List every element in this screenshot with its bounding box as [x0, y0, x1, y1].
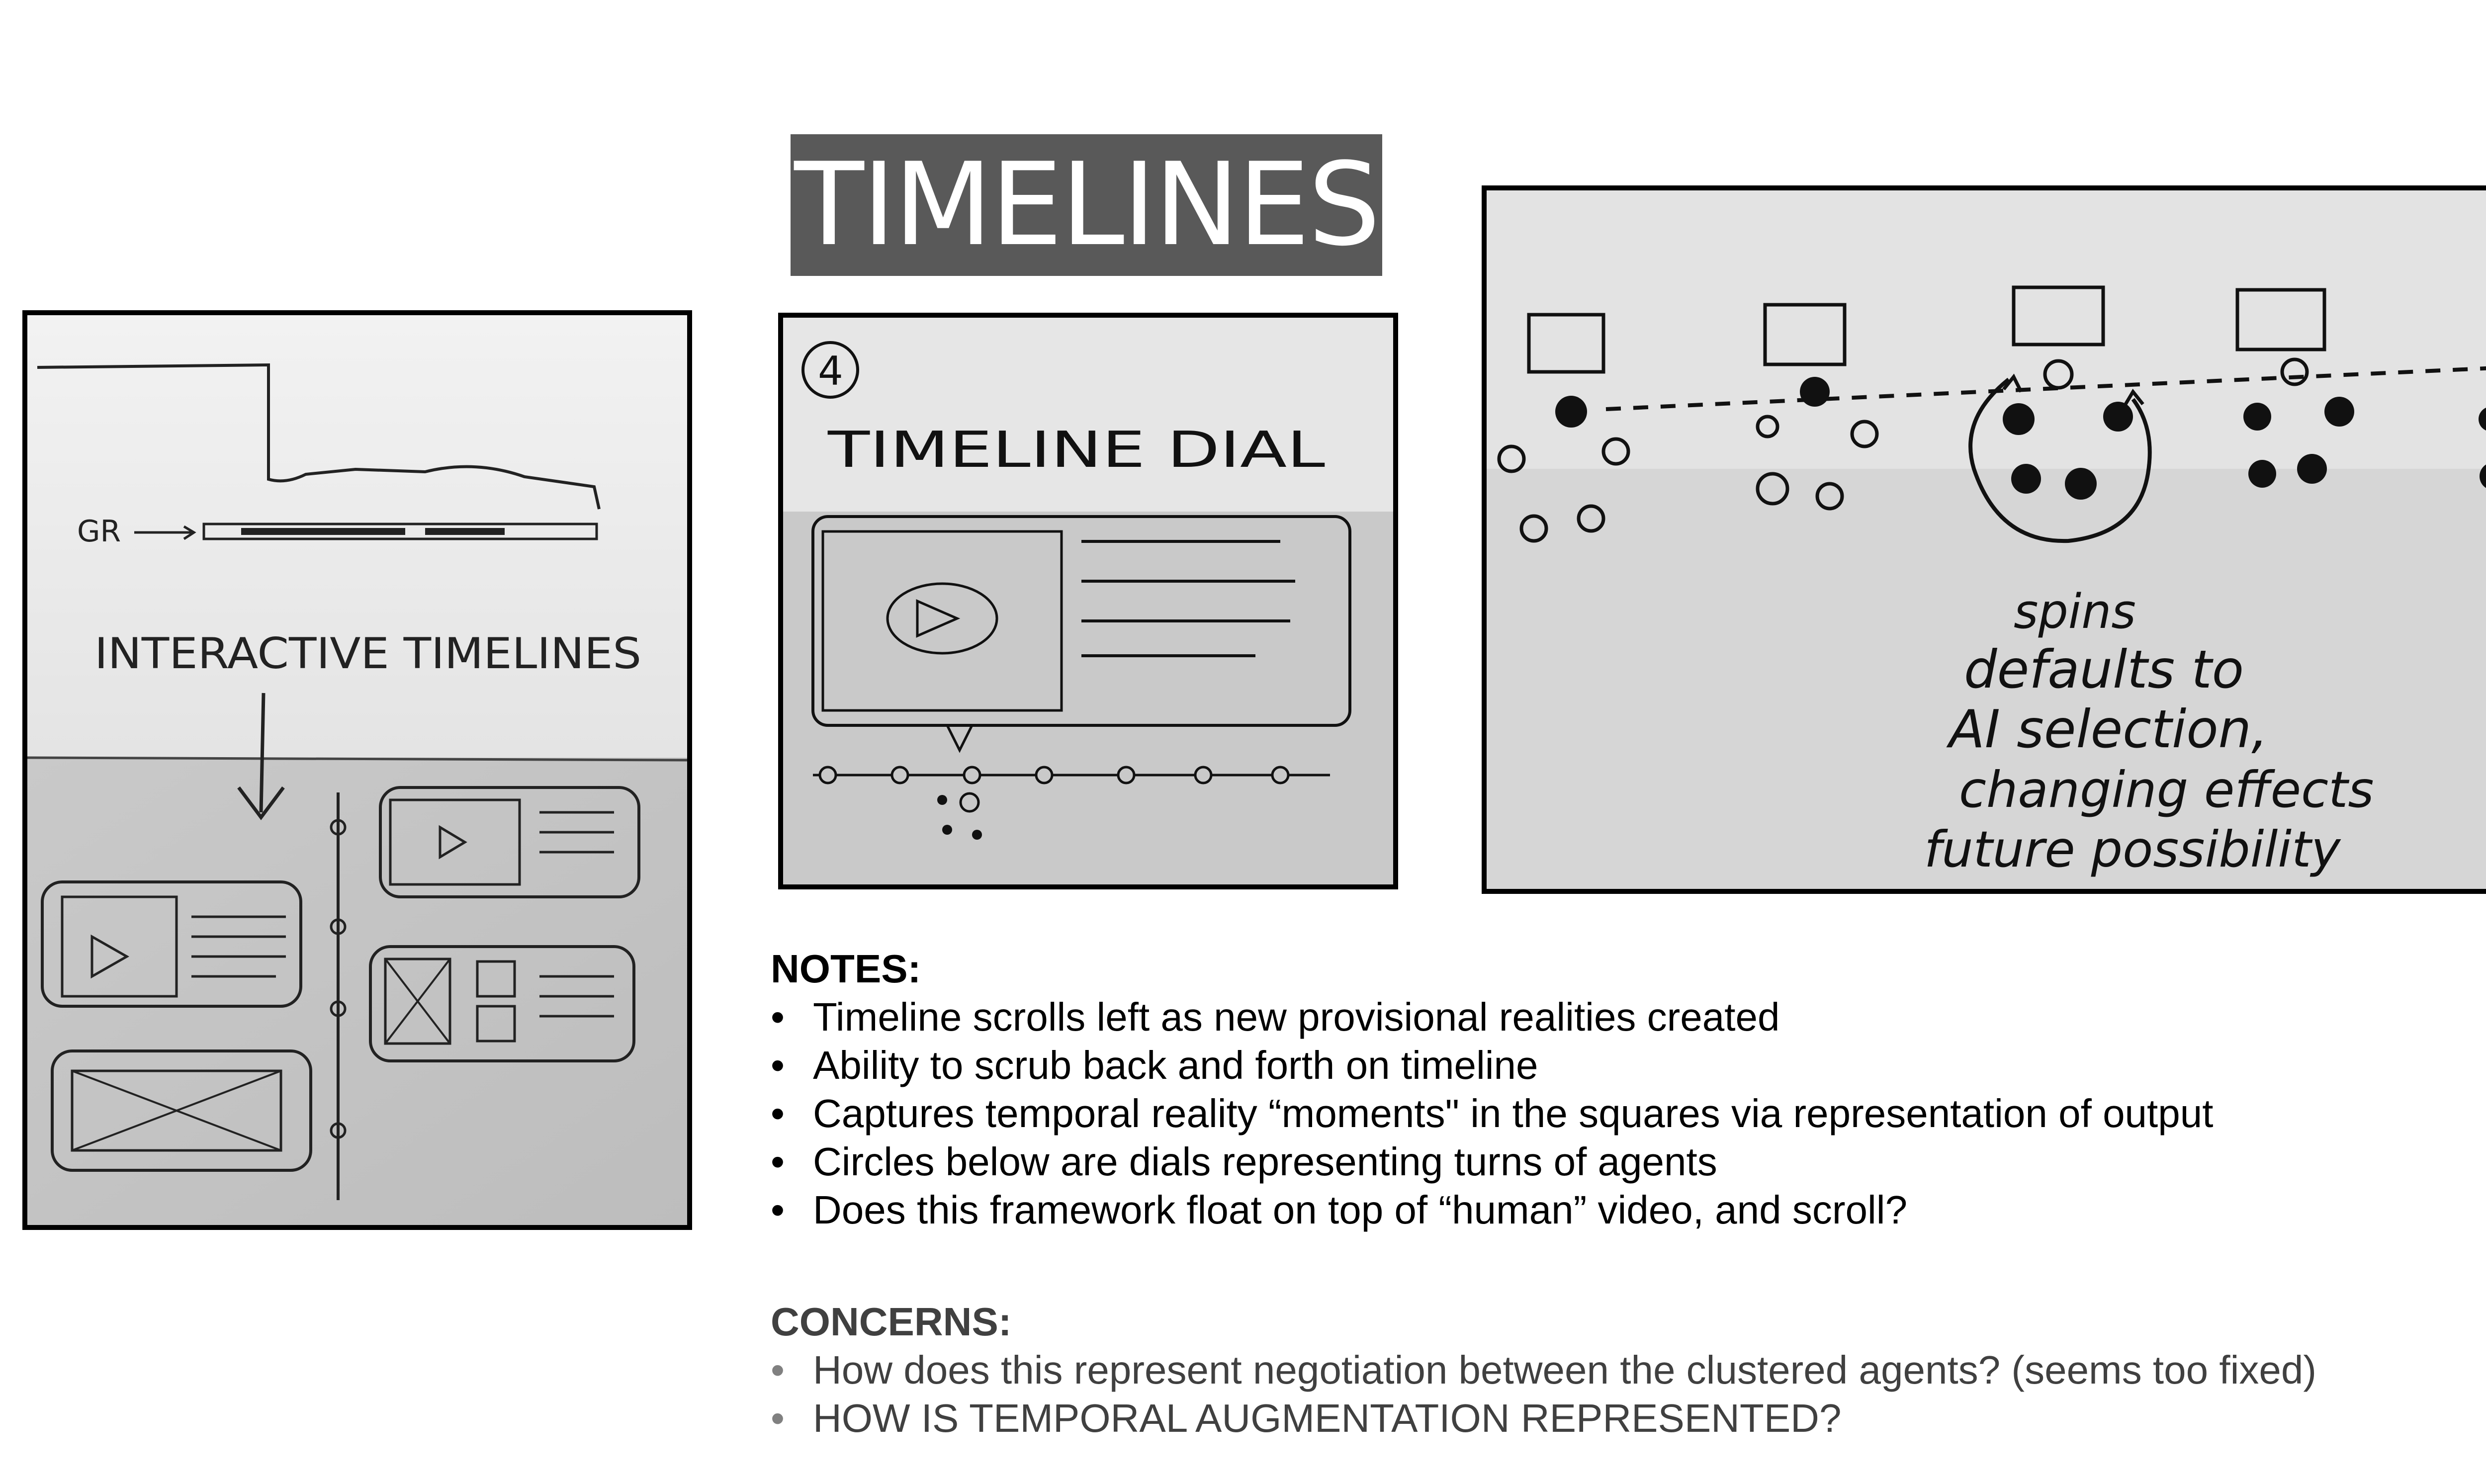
- notes-item-text: Ability to scrub back and forth on timeline: [813, 1043, 1538, 1087]
- notes-item: [771, 1186, 2486, 1234]
- notes-item-text: Timeline scrolls left as new provisional realities created: [813, 995, 1780, 1039]
- bullet-glyph: •: [771, 1396, 785, 1440]
- annotation-line-3: AI selection,: [1949, 699, 2268, 760]
- notes-item-text: Does this framework float on top of “human” video, and scroll?: [813, 1188, 1908, 1232]
- sketch-caption-timeline-dial: TIMELINE DIAL: [827, 421, 1326, 479]
- concerns-item-text: HOW IS TEMPORAL AUGMENTATION REPRESENTED?: [813, 1396, 1842, 1440]
- sketch-label-gr: GR: [77, 514, 121, 549]
- bullet-glyph: •: [771, 995, 785, 1039]
- bullet-glyph: •: [771, 1188, 785, 1232]
- concerns-item: [771, 1394, 2486, 1442]
- concerns-heading: CONCERNS:: [771, 1300, 1012, 1344]
- concerns-section: [771, 1298, 2486, 1442]
- annotation-line-4: changing effects: [1959, 761, 2374, 819]
- concerns-item: [771, 1346, 2486, 1394]
- notes-item: [771, 1089, 2486, 1137]
- notes-item-text: Captures temporal reality “moments" in the squares via representation of output: [813, 1091, 2214, 1135]
- sketch-drawing-interactive-timelines: [27, 315, 687, 1225]
- sketch-photo-interactive-timelines: [22, 310, 692, 1230]
- sketch-photo-timeline-dial: [778, 313, 1398, 889]
- annotation-line-5: future possibility: [1924, 820, 2341, 878]
- concerns-list: [771, 1346, 2486, 1442]
- bullet-glyph: •: [771, 1091, 785, 1135]
- sketch-photo-dials: [1482, 185, 2486, 894]
- sketch-number: 4: [818, 348, 843, 394]
- sketch-drawing-timeline-dial: [783, 318, 1393, 884]
- annotation-line-1: spins: [2014, 585, 2136, 639]
- notes-heading: NOTES:: [771, 947, 921, 991]
- sketch-drawing-dials: [1487, 190, 2486, 889]
- bullet-glyph: •: [771, 1139, 785, 1184]
- notes-item: [771, 993, 2486, 1041]
- concerns-item-text: How does this represent negotiation between the clustered agents? (seems too fixed): [813, 1348, 2316, 1392]
- notes-item-text: Circles below are dials representing turns of agents: [813, 1139, 1717, 1184]
- notes-list: [771, 993, 2486, 1234]
- notes-item: [771, 1137, 2486, 1186]
- bullet-glyph: •: [771, 1043, 785, 1087]
- notes-item: [771, 1041, 2486, 1089]
- page-title: TIMELINES: [791, 134, 1382, 276]
- bullet-glyph: •: [771, 1348, 785, 1392]
- sketch-caption-interactive-timelines: INTERACTIVE TIMELINES: [94, 629, 641, 679]
- notes-section: [771, 945, 2486, 1234]
- annotation-line-2: defaults to: [1964, 639, 2244, 700]
